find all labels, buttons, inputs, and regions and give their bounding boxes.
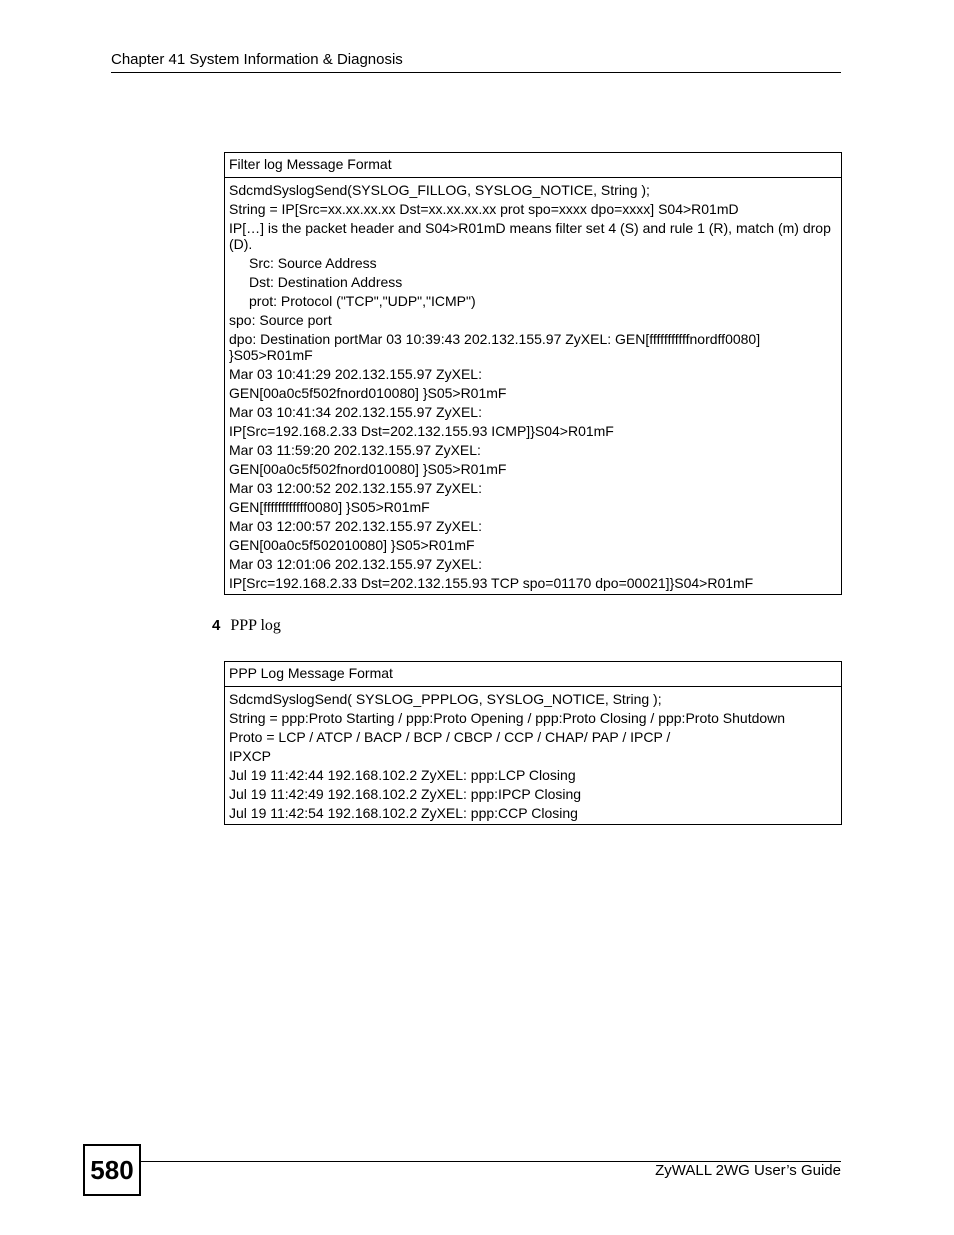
ppp-log-table — [224, 661, 842, 825]
ppp-log-line: Jul 19 11:42:44 192.168.102.2 ZyXEL: ppp:LCP Closing — [229, 766, 576, 783]
ppp-log-line: IPXCP — [229, 747, 272, 764]
filter-log-line: Src: Source Address — [249, 254, 377, 271]
filter-log-line: Mar 03 12:00:52 202.132.155.97 ZyXEL: — [229, 479, 482, 496]
filter-log-line: IP[…] is the packet header and S04>R01mD means filter set 4 (S) and rule 1 (R), match (m) drop (D). — [229, 219, 831, 252]
filter-log-line: IP[Src=192.168.2.33 Dst=202.132.155.93 ICMP]}S04>R01mF — [229, 422, 614, 439]
ppp-log-line: SdcmdSyslogSend( SYSLOG_PPPLOG, SYSLOG_NOTICE, String ); — [229, 690, 662, 707]
filter-log-line: GEN[00a0c5f502fnord010080] }S05>R01mF — [229, 384, 507, 401]
ppp-log-table-title: PPP Log Message Format — [225, 662, 842, 687]
filter-log-line: GEN[ffffffffffff0080] }S05>R01mF — [229, 498, 430, 515]
filter-log-line: SdcmdSyslogSend(SYSLOG_FILLOG, SYSLOG_NOTICE, String ); — [229, 181, 650, 198]
filter-log-line: Mar 03 10:41:29 202.132.155.97 ZyXEL: — [229, 365, 482, 382]
page-number: 580 — [83, 1144, 141, 1196]
filter-log-line: Mar 03 11:59:20 202.132.155.97 ZyXEL: — [229, 441, 481, 458]
filter-log-line: dpo: Destination portMar 03 10:39:43 202.132.155.97 ZyXEL: GEN[fffffffffffnordff0080] }S05>R01mF — [229, 330, 761, 363]
step-ppp-log — [212, 616, 281, 636]
filter-log-line: GEN[00a0c5f502fnord010080] }S05>R01mF — [229, 460, 507, 477]
step-label: PPP log — [230, 617, 281, 634]
filter-log-line: GEN[00a0c5f502010080] }S05>R01mF — [229, 536, 475, 553]
filter-log-line: spo: Source port — [229, 311, 332, 328]
guide-title: ZyWALL 2WG User’s Guide — [655, 1162, 841, 1179]
ppp-log-line: Proto = LCP / ATCP / BACP / BCP / CBCP / CCP / CHAP/ PAP / IPCP / — [229, 728, 671, 745]
filter-log-line: Mar 03 12:00:57 202.132.155.97 ZyXEL: — [229, 517, 482, 534]
step-number: 4 — [212, 617, 221, 634]
chapter-header: Chapter 41 System Information & Diagnosis — [111, 51, 403, 68]
filter-log-line: Dst: Destination Address — [249, 273, 403, 290]
filter-log-table-title: Filter log Message Format — [225, 153, 842, 178]
filter-log-line: prot: Protocol ("TCP","UDP","ICMP") — [249, 292, 476, 309]
filter-log-table-body — [225, 178, 842, 595]
filter-log-line: IP[Src=192.168.2.33 Dst=202.132.155.93 TCP spo=01170 dpo=00021]}S04>R01mF — [229, 574, 754, 591]
ppp-log-line: String = ppp:Proto Starting / ppp:Proto Opening / ppp:Proto Closing / ppp:Proto Shutdown — [229, 709, 786, 726]
filter-log-table — [224, 152, 842, 595]
header-rule — [111, 72, 841, 73]
ppp-log-line: Jul 19 11:42:54 192.168.102.2 ZyXEL: ppp:CCP Closing — [229, 804, 578, 821]
ppp-log-line: Jul 19 11:42:49 192.168.102.2 ZyXEL: ppp:IPCP Closing — [229, 785, 582, 802]
filter-log-line: Mar 03 10:41:34 202.132.155.97 ZyXEL: — [229, 403, 482, 420]
filter-log-line: String = IP[Src=xx.xx.xx.xx Dst=xx.xx.xx.xx prot spo=xxxx dpo=xxxx] S04>R01mD — [229, 200, 739, 217]
ppp-log-table-body — [225, 687, 842, 825]
filter-log-line: Mar 03 12:01:06 202.132.155.97 ZyXEL: — [229, 555, 482, 572]
